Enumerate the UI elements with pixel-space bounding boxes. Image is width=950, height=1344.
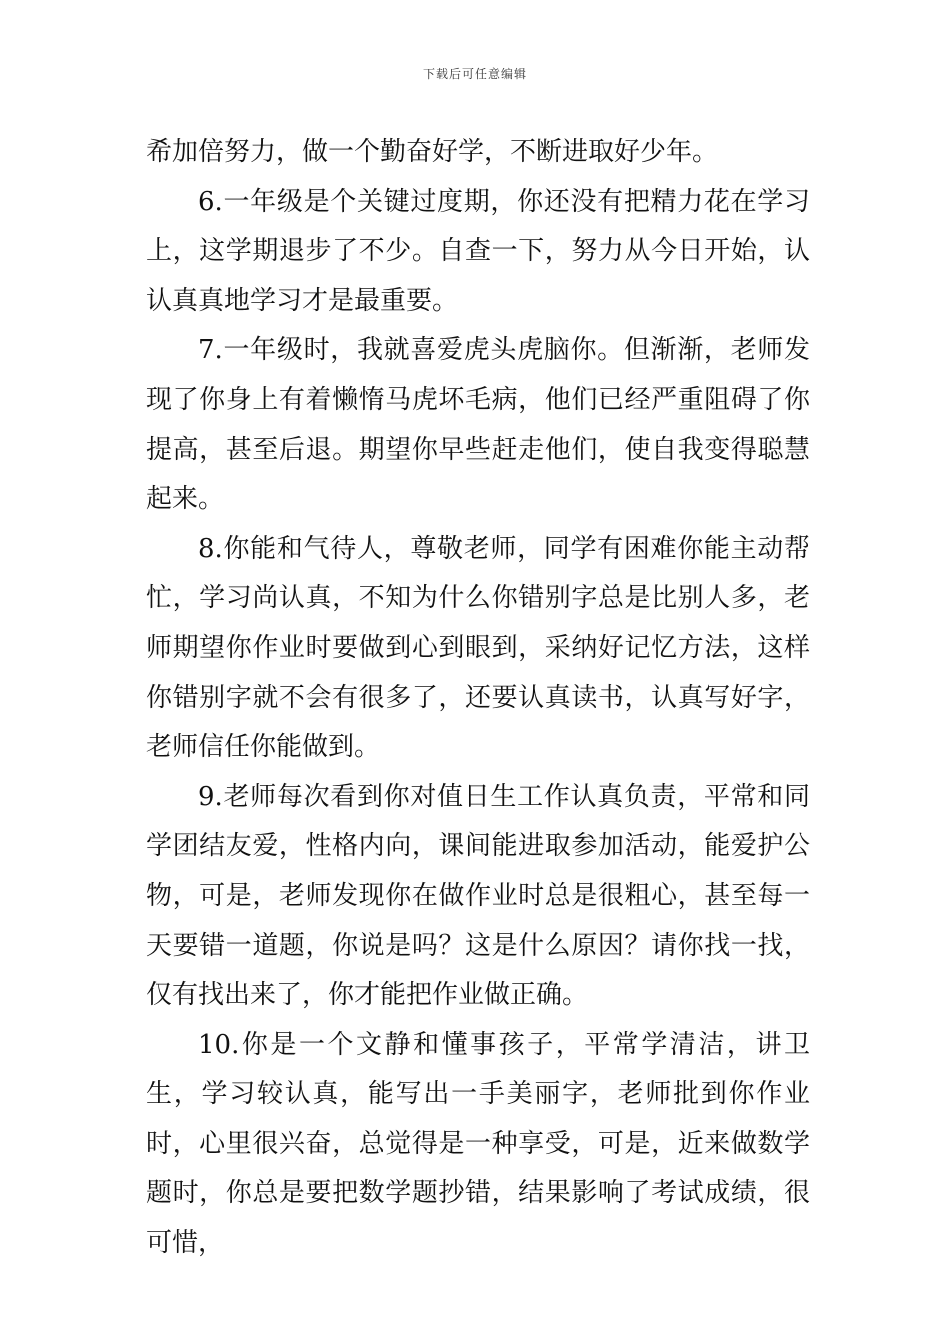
document-body: [146, 128, 810, 1269]
paragraph: 希加倍努力，做一个勤奋好学，不断进取好少年。: [146, 137, 719, 167]
paragraph-item-8: 8.你能和气待人，尊敬老师，同学有困难你能主动帮忙，学习尚认真，不知为什么你错别字总是比别人多，老师期望你作业时要做到心到眼到，采纳好记忆方法，这样你错别字就不会有很多了，还要认真读书，认真写好字，老师信任你能做到。: [146, 533, 810, 763]
page-header: 下载后可任意编辑: [422, 67, 527, 81]
paragraph-item-9: 9.老师每次看到你对值日生工作认真负责，平常和同学团结友爱，性格内向，课间能进取参加活动，能爱护公物，可是，老师发现你在做作业时总是很粗心，甚至每一天要错一道题，你说是吗？这是什么原因？请你找一找，仅有找出来了，你才能把作业做正确。: [146, 781, 810, 1011]
paragraph-item-10: 10.你是一个文静和懂事孩子，平常学清洁，讲卫生，学习较认真，能写出一手美丽字，老师批到你作业时，心里很兴奋，总觉得是一种享受，可是，近来做数学题时，你总是要把数学题抄错，结果影响了考试成绩，很可惜，: [146, 1029, 810, 1259]
paragraph-item-6: 6.一年级是个关键过度期，你还没有把精力花在学习上，这学期退步了不少。自查一下，努力从今日开始，认认真真地学习才是最重要。: [146, 186, 810, 316]
paragraph-item-7: 7.一年级时，我就喜爱虎头虎脑你。但渐渐，老师发现了你身上有着懒惰马虎坏毛病，他们已经严重阻碍了你提高，甚至后退。期望你早些赶走他们，使自我变得聪慧起来。: [146, 335, 810, 515]
